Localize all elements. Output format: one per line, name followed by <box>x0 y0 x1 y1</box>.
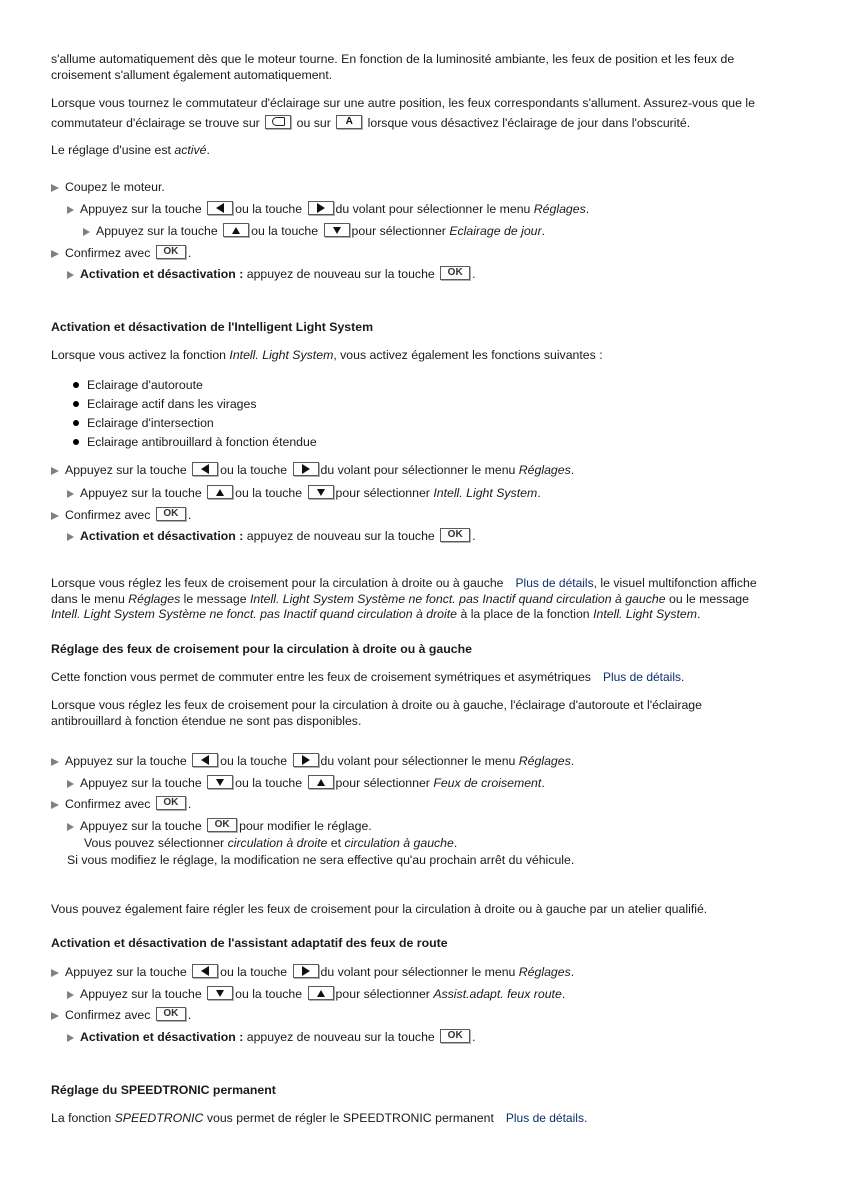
bullet-dot-icon <box>73 420 79 426</box>
left-key-icon <box>207 201 233 215</box>
left-key-icon <box>192 964 218 978</box>
down-key-icon <box>207 986 233 1000</box>
ils-feature-list <box>51 376 813 452</box>
ok-key-icon: OK <box>156 507 186 521</box>
bullet-arrow-icon <box>67 1034 74 1042</box>
bullet-arrow-icon <box>51 1012 59 1020</box>
step-select-eclairage: Appuyez sur la touche ou la touche pour sélectionner Eclairage de jour. <box>51 223 823 240</box>
ok-key-icon: OK <box>207 818 237 832</box>
left-key-icon <box>192 753 218 767</box>
right-key-icon <box>308 201 334 215</box>
ils-step-menu: Appuyez sur la touche ou la touche du volant pour sélectionner le menu Réglages. <box>51 462 791 479</box>
text-line: Lorsque vous réglez les feux de croisement pour la circulation à droite ou à gauche Plus de détails, le visuel multifonction affiche <box>51 576 757 590</box>
bullet-arrow-icon <box>51 969 59 977</box>
hba-step-select: Appuyez sur la touche ou la touche pour sélectionner Assist.adapt. feux route. <box>51 986 807 1003</box>
bullet-arrow-icon <box>67 271 74 279</box>
lowbeam-step-select: Appuyez sur la touche ou la touche pour sélectionner Feux de croisement. <box>51 775 807 792</box>
text-line: dans le menu Réglages le message Intell. Light System Système ne fonct. pas Inactif quand circulation à gauche ou le message <box>51 591 749 606</box>
lowbeam-step-options: Vous pouvez sélectionner circulation à droite et circulation à gauche. <box>84 836 458 850</box>
up-key-icon <box>308 775 334 789</box>
lowbeam-p2 <box>51 698 791 729</box>
text-line: Lorsque vous réglez les feux de croisement pour la circulation à droite ou à gauche, l'éclairage d'autoroute et l'éclairage <box>51 698 702 712</box>
bullet-arrow-icon <box>67 490 74 498</box>
lowbeam-step-note: Si vous modifiez le réglage, la modification ne sera effective qu'au prochain arrêt du véhicule. <box>67 853 575 867</box>
up-key-icon <box>207 485 233 499</box>
bullet-arrow-icon <box>51 467 59 475</box>
text-line: commutateur d'éclairage se trouve sur ou sur A lorsque vous désactivez l'éclairage de jour dans l'obscurité. <box>51 115 691 130</box>
up-key-icon <box>223 223 249 237</box>
details-link[interactable]: Plus de détails <box>602 670 681 684</box>
text-line: s'allume automatiquement dès que le moteur tourne. En fonction de la luminosité ambiante, les feux de position et les feux de <box>51 52 735 66</box>
lowbeam-p1: Cette fonction vous permet de commuter entre les feux de croisement symétriques et asymétriques Plus de détails. <box>51 670 685 684</box>
factory-setting: Le réglage d'usine est activé. <box>51 143 210 157</box>
text-line: antibrouillard à fonction étendue ne sont pas disponibles. <box>51 713 362 728</box>
step-menu-reglages: Appuyez sur la touche ou la touche du volant pour sélectionner le menu Réglages. <box>51 201 807 218</box>
hba-step-menu: Appuyez sur la touche ou la touche du volant pour sélectionner le menu Réglages. <box>51 964 791 981</box>
ok-key-icon: OK <box>440 266 470 280</box>
headlamp-key-icon <box>265 115 291 129</box>
intro-paragraph <box>51 52 791 83</box>
down-key-icon <box>308 485 334 499</box>
bullet-arrow-icon <box>67 991 74 999</box>
step-coupez: Coupez le moteur. <box>51 180 791 196</box>
bullet-arrow-icon <box>67 206 74 214</box>
ok-key-icon: OK <box>156 796 186 810</box>
ils-step-confirm: Confirmez avec OK . <box>51 507 791 524</box>
bullet-arrow-icon <box>51 758 59 766</box>
ok-key-icon: OK <box>156 245 186 259</box>
bullet-arrow-icon <box>67 823 74 831</box>
ils-note <box>51 576 791 623</box>
list-item: Eclairage d'autoroute <box>73 376 813 395</box>
details-link[interactable]: Plus de détails <box>515 576 594 590</box>
bullet-arrow-icon <box>51 801 59 809</box>
step-activation: Activation et désactivation : appuyez de nouveau sur la touche OK . <box>51 266 807 283</box>
left-key-icon <box>192 462 218 476</box>
ok-key-icon: OK <box>156 1007 186 1021</box>
step-confirm: Confirmez avec OK . <box>51 245 791 262</box>
switch-paragraph <box>51 96 791 131</box>
right-key-icon <box>293 964 319 978</box>
text-line: croisement s'allument également automatiquement. <box>51 67 333 82</box>
ok-key-icon: OK <box>440 1029 470 1043</box>
speedtronic-paragraph: La fonction SPEEDTRONIC vous permet de régler le SPEEDTRONIC permanent Plus de détails. <box>51 1111 588 1125</box>
hba-heading: Activation et désactivation de l'assistant adaptatif des feux de route <box>51 936 448 950</box>
list-item: Eclairage actif dans les virages <box>73 395 813 414</box>
lowbeam-heading: Réglage des feux de croisement pour la circulation à droite ou à gauche <box>51 642 472 656</box>
bullet-arrow-icon <box>67 780 74 788</box>
details-link[interactable]: Plus de détails <box>505 1111 584 1125</box>
right-key-icon <box>293 462 319 476</box>
ils-intro: Lorsque vous activez la fonction Intell. Light System, vous activez également les fonctions suivantes : <box>51 348 603 362</box>
lowbeam-p3: Vous pouvez également faire régler les feux de croisement pour la circulation à droite ou à gauche par un atelier qualifié. <box>51 902 708 916</box>
lowbeam-step-menu: Appuyez sur la touche ou la touche du volant pour sélectionner le menu Réglages. <box>51 753 791 770</box>
lowbeam-step-modify: Appuyez sur la touche OK pour modifier le réglage. <box>51 818 807 835</box>
up-key-icon <box>308 986 334 1000</box>
bullet-arrow-icon <box>51 184 59 192</box>
ils-heading: Activation et désactivation de l'Intelligent Light System <box>51 320 374 334</box>
right-key-icon <box>293 753 319 767</box>
ok-key-icon: OK <box>440 528 470 542</box>
bullet-arrow-icon <box>51 512 59 520</box>
bullet-dot-icon <box>73 382 79 388</box>
bullet-dot-icon <box>73 401 79 407</box>
down-key-icon <box>324 223 350 237</box>
bullet-arrow-icon <box>67 533 74 541</box>
bullet-dot-icon <box>73 439 79 445</box>
auto-light-key-icon: A <box>336 115 362 129</box>
ils-step-activation: Activation et désactivation : appuyez de nouveau sur la touche OK . <box>51 528 807 545</box>
hba-step-confirm: Confirmez avec OK . <box>51 1007 791 1024</box>
speedtronic-heading: Réglage du SPEEDTRONIC permanent <box>51 1083 276 1097</box>
ils-step-select: Appuyez sur la touche ou la touche pour sélectionner Intell. Light System. <box>51 485 807 502</box>
bullet-arrow-icon <box>83 228 90 236</box>
lowbeam-step-confirm: Confirmez avec OK . <box>51 796 791 813</box>
down-key-icon <box>207 775 233 789</box>
text-line: Intell. Light System Système ne fonct. pas Inactif quand circulation à droite à la place de la fonction Intell. Light System. <box>51 607 701 621</box>
list-item: Eclairage d'intersection <box>73 414 813 433</box>
bullet-arrow-icon <box>51 250 59 258</box>
hba-step-activation: Activation et désactivation : appuyez de nouveau sur la touche OK . <box>51 1029 807 1046</box>
text-line: Lorsque vous tournez le commutateur d'éclairage sur une autre position, les feux correspondants s'allument. Assurez-vous que le <box>51 96 755 110</box>
list-item: Eclairage antibrouillard à fonction étendue <box>73 433 813 452</box>
